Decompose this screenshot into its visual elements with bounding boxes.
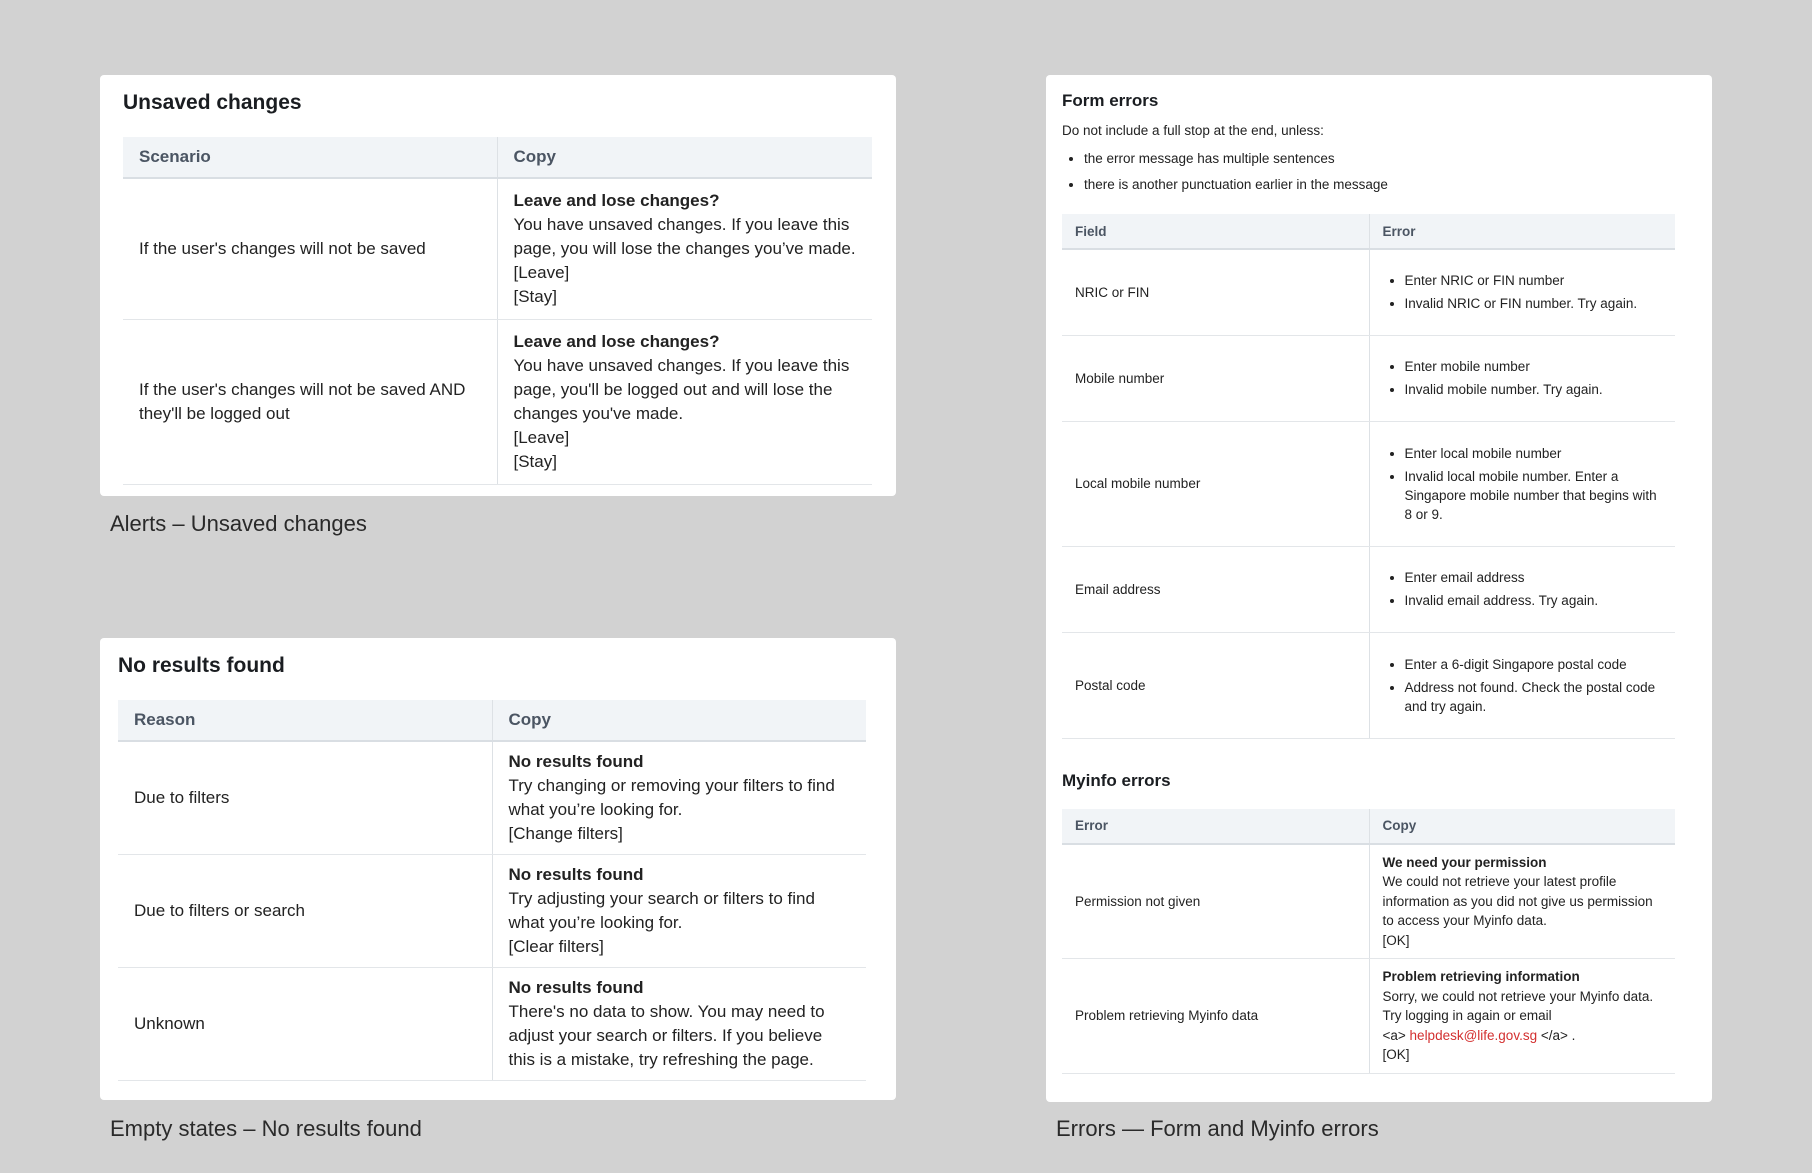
- copy-title: No results found: [508, 865, 644, 884]
- table-row: [118, 741, 866, 855]
- copy-body: You have unsaved changes. If you leave this page, you will lose the changes you’ve made.: [513, 215, 856, 258]
- errors-card: [1046, 75, 1712, 1102]
- action-ok: [OK]: [1382, 1047, 1410, 1062]
- field-cell: Mobile number: [1062, 335, 1369, 421]
- column-header-error: Error: [1062, 809, 1369, 844]
- table-row: [1062, 335, 1675, 421]
- copy-cell: [492, 855, 866, 968]
- error-message: • Invalid local mobile number. Enter a Singapore mobile number that begins with 8 or 9.: [1405, 467, 1663, 524]
- copy-cell: [492, 741, 866, 855]
- no-results-title: No results found: [118, 654, 285, 677]
- field-cell: Email address: [1062, 546, 1369, 632]
- field-cell: Postal code: [1062, 632, 1369, 738]
- error-message: • Enter a 6-digit Singapore postal code: [1405, 655, 1663, 674]
- column-header-copy: Copy: [497, 137, 872, 178]
- error-message: • Invalid NRIC or FIN number. Try again.: [1405, 294, 1663, 313]
- field-cell: NRIC or FIN: [1062, 249, 1369, 335]
- error-cell: Problem retrieving Myinfo data: [1062, 959, 1369, 1074]
- copy-title: We need your permission: [1382, 854, 1547, 870]
- list-item: • there is another punctuation earlier in the message: [1084, 172, 1675, 198]
- copy-title: Leave and lose changes?: [513, 191, 720, 210]
- no-results-caption: Empty states – No results found: [110, 1116, 422, 1141]
- table-header-row: [118, 700, 866, 741]
- action-ok: [OK]: [1382, 932, 1410, 948]
- table-row: [123, 320, 872, 485]
- link-end-punctuation: .: [1571, 1027, 1576, 1043]
- helpdesk-email-link[interactable]: helpdesk@life.gov.sg: [1409, 1027, 1538, 1043]
- unsaved-changes-table: [123, 137, 872, 485]
- table-row: [1062, 421, 1675, 546]
- column-header-reason: Reason: [118, 700, 492, 741]
- email-line: [1383, 1026, 1663, 1046]
- myinfo-errors-table: [1062, 809, 1675, 1074]
- link-close-tag: </a>: [1540, 1027, 1568, 1043]
- copy-cell: [497, 320, 872, 485]
- copy-body: We could not retrieve your latest profile information as you did not give us permission to access your Myinfo data.: [1382, 874, 1653, 928]
- error-cell: [1369, 335, 1675, 421]
- error-cell: [1369, 632, 1675, 738]
- copy-title: No results found: [508, 752, 644, 771]
- copy-cell: [1369, 959, 1675, 1074]
- form-errors-rules: [1062, 146, 1675, 198]
- action-stay: [Stay]: [513, 287, 557, 306]
- table-row: [118, 855, 866, 968]
- table-header-row: [1062, 214, 1675, 249]
- error-cell: [1369, 249, 1675, 335]
- copy-cell: [497, 178, 872, 320]
- action-clear-filters: [Clear filters]: [508, 937, 604, 956]
- error-message: • Enter local mobile number: [1405, 444, 1663, 463]
- table-row: [123, 178, 872, 320]
- table-row: [1062, 844, 1675, 959]
- table-row: [1062, 546, 1675, 632]
- unsaved-changes-caption: Alerts – Unsaved changes: [110, 511, 367, 536]
- no-results-card: [100, 638, 896, 1100]
- copy-body: Sorry, we could not retrieve your Myinfo data. Try logging in again or email: [1382, 988, 1654, 1023]
- column-header-scenario: Scenario: [123, 137, 497, 178]
- copy-title: Leave and lose changes?: [513, 332, 720, 351]
- table-row: [1062, 959, 1675, 1074]
- error-message: • Invalid email address. Try again.: [1405, 591, 1663, 610]
- copy-cell: [492, 968, 866, 1081]
- reason-cell: Due to filters or search: [118, 855, 492, 968]
- error-message: • Enter NRIC or FIN number: [1405, 271, 1663, 290]
- action-leave: [Leave]: [513, 263, 570, 282]
- reason-cell: Unknown: [118, 968, 492, 1081]
- error-cell: Permission not given: [1062, 844, 1369, 959]
- table-header-row: [123, 137, 872, 178]
- link-open-tag: <a>: [1382, 1027, 1406, 1043]
- unsaved-changes-title: Unsaved changes: [123, 91, 302, 114]
- no-results-table: [118, 700, 866, 1081]
- table-row: [118, 968, 866, 1081]
- column-header-copy: Copy: [1369, 809, 1675, 844]
- copy-body: You have unsaved changes. If you leave this page, you'll be logged out and will lose the changes you've made.: [513, 356, 850, 423]
- error-cell: [1369, 546, 1675, 632]
- errors-caption: Errors — Form and Myinfo errors: [1056, 1116, 1379, 1141]
- error-message: • Enter email address: [1405, 568, 1663, 587]
- table-header-row: [1062, 809, 1675, 844]
- error-message: • Invalid mobile number. Try again.: [1405, 380, 1663, 399]
- table-row: [1062, 632, 1675, 738]
- column-header-copy: Copy: [492, 700, 866, 741]
- action-change-filters: [Change filters]: [508, 824, 623, 843]
- copy-title: No results found: [508, 978, 644, 997]
- copy-title: Problem retrieving information: [1382, 969, 1580, 984]
- form-errors-title: Form errors: [1062, 91, 1159, 110]
- error-message: • Address not found. Check the postal code and try again.: [1405, 678, 1663, 716]
- form-errors-table: [1062, 214, 1675, 739]
- myinfo-errors-title: Myinfo errors: [1062, 770, 1171, 790]
- copy-body: Try changing or removing your filters to find what you’re looking for.: [508, 776, 835, 819]
- copy-cell: [1369, 844, 1675, 959]
- field-cell: Local mobile number: [1062, 421, 1369, 546]
- column-header-error: Error: [1369, 214, 1675, 249]
- unsaved-changes-card: [100, 75, 896, 496]
- reason-cell: Due to filters: [118, 741, 492, 855]
- column-header-field: Field: [1062, 214, 1369, 249]
- list-item: • the error message has multiple sentences: [1084, 146, 1675, 172]
- scenario-cell: If the user's changes will not be saved AND they'll be logged out: [123, 320, 497, 485]
- action-stay: [Stay]: [513, 452, 557, 471]
- copy-body: Try adjusting your search or filters to find what you’re looking for.: [508, 889, 815, 932]
- copy-body: There's no data to show. You may need to adjust your search or filters. If you believe this is a mistake, try refreshing the page.: [508, 1002, 825, 1069]
- error-message: • Enter mobile number: [1405, 357, 1663, 376]
- error-cell: [1369, 421, 1675, 546]
- form-errors-intro: Do not include a full stop at the end, unless:: [1062, 123, 1324, 138]
- scenario-cell: If the user's changes will not be saved: [123, 178, 497, 320]
- table-row: [1062, 249, 1675, 335]
- action-leave: [Leave]: [513, 428, 570, 447]
